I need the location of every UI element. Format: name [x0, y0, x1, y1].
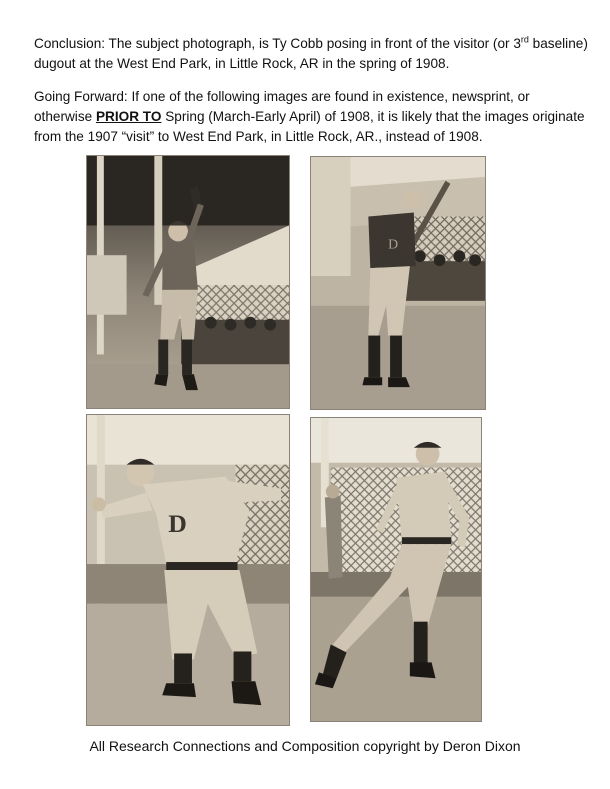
- jersey-letter: D: [388, 236, 399, 252]
- leaping-player-photo: [86, 155, 290, 409]
- conclusion-text: Conclusion: The subject photograph, is Ty Cobb posing in front of the visitor (or 3: [34, 36, 521, 51]
- going-forward-text-continued: Spring (March-Early April) of 1908, it is likely that the images originate from the 1907 “visit” to West End Park, in Little Rock, AR., instead of 1908.: [34, 109, 585, 144]
- ordinal-suffix: rd: [520, 34, 529, 45]
- going-forward-text: Going Forward: If one of the following images are found in existence, newsprint, or otherwise: [34, 89, 530, 124]
- jersey-letter: D: [168, 509, 187, 539]
- prior-to-emphasis: PRIOR TO: [95, 109, 162, 124]
- conclusion-text-continued: baseline) dugout at the West End Park, in Little Rock, AR in the spring of 1908.: [34, 36, 588, 71]
- batting-player-photo: [310, 156, 486, 410]
- conclusion-paragraph: [34, 34, 590, 74]
- pitching-player-photo: [310, 417, 482, 722]
- copyright-footer: All Research Connections and Composition copyright by Deron Dixon: [89, 738, 521, 754]
- throwing-player-photo: [86, 414, 290, 726]
- going-forward-paragraph: [34, 87, 590, 147]
